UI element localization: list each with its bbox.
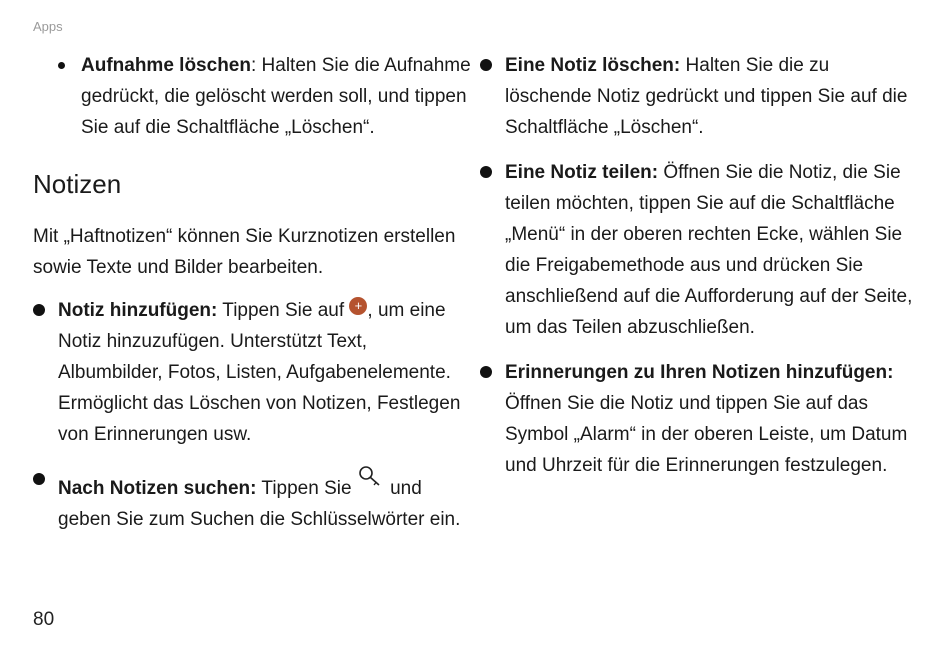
item-title: Aufnahme löschen [81,55,251,76]
running-header: Apps [33,19,63,34]
item-text-before: Tippen Sie [256,478,357,499]
add-icon: + [349,297,367,315]
search-icon [357,464,385,490]
delete-note-item [480,50,920,143]
item-text-after: , um eine Notiz hinzuzufügen. Unterstützt Text, Albumbilder, Fotos, Listen, Aufgabenelemente. Ermöglicht das Löschen von Notizen, Festlegen von Erinnerungen usw. [58,300,461,445]
bullet-icon [480,166,492,178]
intro-paragraph: Mit „Haftnotizen“ können Sie Kurznotizen erstellen sowie Texte und Bilder bearbeiten. [33,226,456,278]
bullet-icon [58,62,65,69]
item-title: Eine Notiz teilen: [505,162,659,183]
bullet-icon [33,473,45,485]
item-text: Öffnen Sie die Notiz und tippen Sie auf das Symbol „Alarm“ in der oberen Leiste, um Datum und Uhrzeit für die Erinnerungen festzulegen. [505,393,908,476]
bullet-icon [480,59,492,71]
item-text-before: Tippen Sie auf [217,300,350,321]
search-notes-item [33,464,473,535]
item-text: Halten Sie die zu löschende Notiz gedrückt und tippen Sie auf die Schaltfläche „Löschen“. [505,55,908,138]
item-title: Erinnerungen zu Ihren Notizen hinzufügen: [505,362,894,383]
item-text: Öffnen Sie die Notiz, die Sie teilen möchten, tippen Sie auf die Schaltfläche „Menü“ in der oberen rechten Ecke, wählen Sie die Freigabemethode aus und drücken Sie anschließend auf die Aufforderung auf der Seite, um das Teilen abzuschließen. [505,162,913,338]
bullet-icon [33,304,45,316]
item-text-after: und geben Sie zum Suchen die Schlüsselwörter ein. [58,478,461,530]
item-title: Eine Notiz löschen: [505,55,681,76]
section-heading: Notizen [33,169,122,199]
add-note-item [33,295,473,450]
page-number: 80 [33,609,55,630]
item-text: : Halten Sie die Aufnahme gedrückt, die gelöscht werden soll, und tippen Sie auf die Schaltfläche „Löschen“. [81,55,471,138]
item-title: Nach Notizen suchen: [58,478,257,499]
left-column [33,50,473,535]
reminder-note-item [480,357,920,481]
right-column [480,50,920,481]
bullet-icon [480,366,492,378]
share-note-item [480,157,920,343]
delete-recording-item [33,50,473,143]
item-title: Notiz hinzufügen: [58,300,218,321]
